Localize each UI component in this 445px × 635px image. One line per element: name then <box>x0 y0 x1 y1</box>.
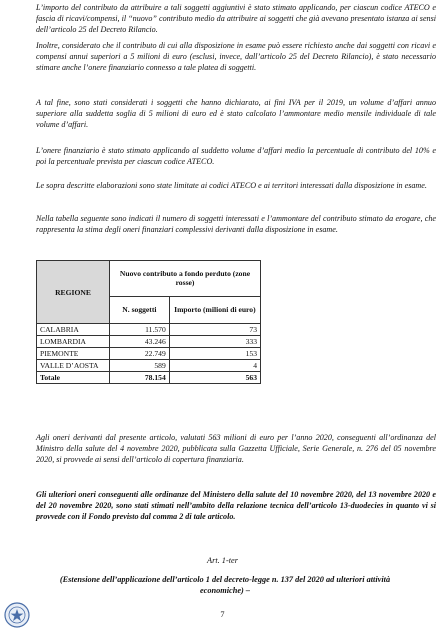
total-label-cell: Totale <box>37 372 110 384</box>
article-heading: Art. 1-ter <box>207 556 238 565</box>
soggetti-cell: 11.570 <box>110 324 170 336</box>
importo-cell: 153 <box>169 348 260 360</box>
table-row <box>37 348 261 360</box>
paragraph-inoltre: Inoltre, considerato che il contributo di cui alla disposizione in esame può essere richiesto anche dai soggetti con ricavi e compensi annui superiori a 5 milioni di euro (esclusi, invece, dall’articolo 25 del Decreto Rilancio), è stato necessario stimare anche l’onere finanziario connesso a tale platea di soggetti. <box>36 41 436 73</box>
article-subheading: (Estensione dell’applicazione dell’articolo 1 del decreto-legge n. 137 del 2020 ad ulteriori attività economiche) – <box>59 575 391 595</box>
soggetti-cell: 589 <box>110 360 170 372</box>
region-column-header: REGIONE <box>37 261 110 324</box>
importo-cell: 333 <box>169 336 260 348</box>
table-row <box>37 360 261 372</box>
page-number: 7 <box>220 610 225 619</box>
total-importo-cell: 563 <box>169 372 260 384</box>
soggetti-cell: 43.246 <box>110 336 170 348</box>
region-cell: LOMBARDIA <box>37 336 110 348</box>
region-cell: VALLE D’AOSTA <box>37 360 110 372</box>
importo-cell: 4 <box>169 360 260 372</box>
table-header-row <box>37 261 261 297</box>
region-cell: CALABRIA <box>37 324 110 336</box>
paragraph-tabella-intro: Nella tabella seguente sono indicati il numero di soggetti interessati e l’ammontare del contributo stimato da erogare, che rappresenta la stima degli oneri finanziari complessivi derivanti dalla disposizione in esame. <box>36 214 436 235</box>
paragraph-a-tal-fine: A tal fine, sono stati considerati i soggetti che hanno dichiarato, ai fini IVA per il 2019, un volume d’affari annuo superiore alla suddetta soglia di 5 milioni di euro ed è stato calcolato l’ammontare medio mensile individuale di tale volume d’affari. <box>36 98 436 130</box>
soggetti-column-header: N. soggetti <box>110 296 170 323</box>
paragraph-ulteriori-oneri: Gli ulteriori oneri conseguenti alle ordinanze del Ministero della salute del 10 novembre 2020, del 13 novembre 2020 e del 20 novembre 2020, sono stati stimati nell’ambito della relazione tecnica dell’articolo 13-duodecies in quanto vi si provvede con il Fondo previsto dal comma 2 di tale articolo. <box>36 490 436 522</box>
region-cell: PIEMONTE <box>37 348 110 360</box>
paragraph-elaborazioni: Le sopra descritte elaborazioni sono state limitate ai codici ATECO e ai territori interessati dalla disposizione in esame. <box>36 181 427 190</box>
contributi-table <box>36 260 261 384</box>
paragraph-importo: L’importo del contributo da attribuire a tali soggetti aggiuntivi è stato stimato applicando, per ciascun codice ATECO e fascia di ricavi/compensi, il “nuovo” contributo medio da attribuire ai soggetti che già avevano presentato istanza ai sensi dell’articolo 25 del Decreto Rilancio. <box>36 3 436 35</box>
table-row <box>37 336 261 348</box>
table-total-row <box>37 372 261 384</box>
paragraph-onere-finanziario: L’onere finanziario è stato stimato applicando al suddetto volume d’affari medio la percentuale di contributo del 10% e poi la percentuale prevista per ciascun codice ATECO. <box>36 146 436 167</box>
soggetti-cell: 22.749 <box>110 348 170 360</box>
total-soggetti-cell: 78.154 <box>110 372 170 384</box>
table-row <box>37 324 261 336</box>
paragraph-oneri-derivanti: Agli oneri derivanti dal presente articolo, valutati 563 milioni di euro per l’anno 2020, conseguenti all’ordinanza del Ministro della salute del 4 novembre 2020, pubblicata sulla Gazzetta Ufficiale, Serie Generale, n. 276 del 05 novembre 2020, si provvede ai sensi dell’articolo di copertura finanziaria. <box>36 433 436 465</box>
group-column-header: Nuovo contributo a fondo perduto (zone rosse) <box>110 261 261 297</box>
importo-column-header: Importo (milioni di euro) <box>169 296 260 323</box>
importo-cell: 73 <box>169 324 260 336</box>
